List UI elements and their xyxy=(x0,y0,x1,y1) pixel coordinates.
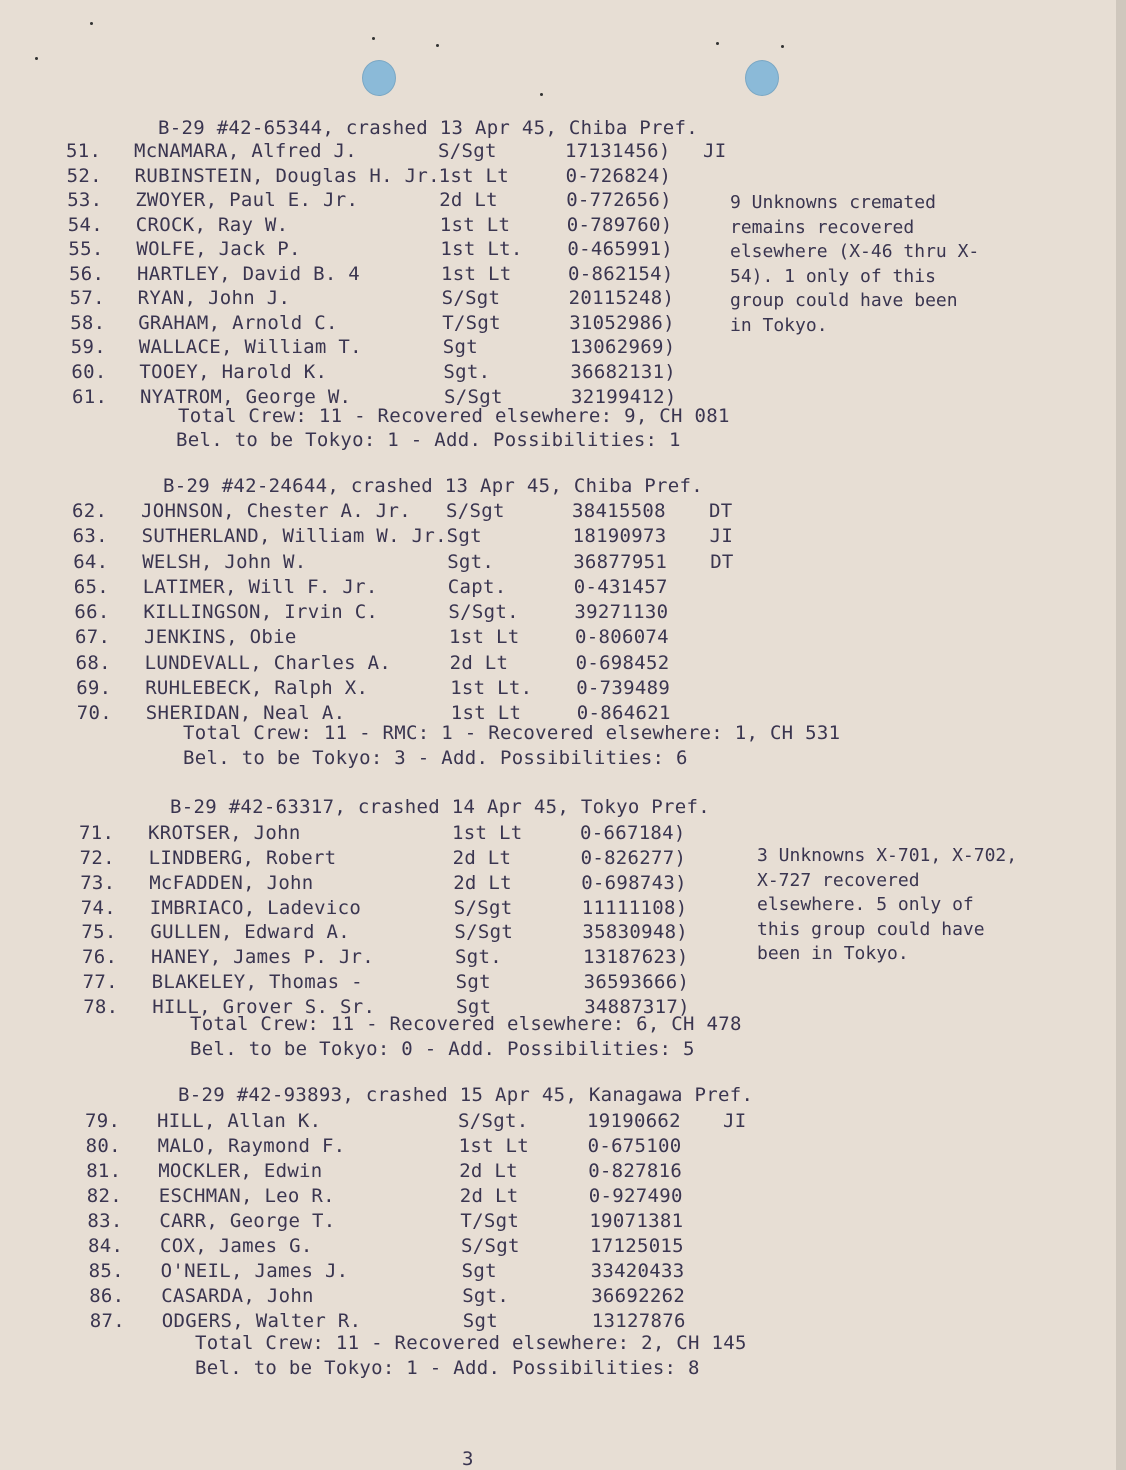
crew-serial: 36593666) xyxy=(583,971,690,994)
crew-name: MOCKLER, Edwin xyxy=(158,1160,323,1183)
row-number: 62. xyxy=(72,500,108,522)
crew-serial: 17131456) xyxy=(565,140,671,162)
crew-rank: 2d Lt xyxy=(439,189,498,212)
row-number: 64. xyxy=(73,550,109,573)
crew-serial: 0-431457 xyxy=(573,575,668,598)
crew-name: CASARDA, John xyxy=(161,1285,314,1308)
crew-name: McFADDEN, John xyxy=(149,871,314,894)
bel-to-be-tokyo: Bel. to be Tokyo: 0 - Add. Possibilities: 5 xyxy=(190,1038,695,1060)
crew-rank: S/Sgt. xyxy=(458,1110,529,1132)
crew-name: GRAHAM, Arnold C. xyxy=(138,311,338,334)
crew-serial: 35830948) xyxy=(582,921,689,944)
crew-serial: 31052986) xyxy=(569,311,675,334)
crew-name: NYATROM, George W. xyxy=(140,385,352,408)
crew-rank: S/Sgt xyxy=(461,1235,520,1258)
crew-rank: 2d Lt xyxy=(459,1160,518,1183)
crew-name: LUNDEVALL, Charles A. xyxy=(144,651,392,674)
total-crew: Total Crew: 11 - Recovered elsewhere: 6, CH 478 xyxy=(190,1013,742,1035)
crew-name: WELSH, John W. xyxy=(142,550,307,573)
speck xyxy=(35,57,38,60)
crew-name: JENKINS, Obie xyxy=(144,626,297,649)
crew-serial: 0-726824) xyxy=(565,164,672,187)
row-number: 82. xyxy=(86,1185,123,1208)
crew-name: ODGERS, Walter R. xyxy=(161,1310,362,1333)
crew-serial: 18190973 xyxy=(572,525,667,548)
crew-serial: 36682131) xyxy=(570,360,677,383)
punch-hole-right xyxy=(745,60,779,96)
crew-name: RUHLEBECK, Ralph X. xyxy=(145,676,369,699)
crew-serial: 0-927490 xyxy=(588,1185,683,1208)
row-number: 61. xyxy=(72,385,108,408)
row-number: 79. xyxy=(85,1110,121,1132)
crew-rank: 1st Lt. xyxy=(440,238,523,261)
crew-tag: JI xyxy=(709,525,734,548)
row-number: 53. xyxy=(67,189,103,212)
crew-serial: 0-675100 xyxy=(587,1135,682,1158)
crew-name: RUBINSTEIN, Douglas H. Jr. xyxy=(134,164,440,187)
row-number: 60. xyxy=(71,360,107,383)
row-number: 80. xyxy=(85,1135,121,1158)
crew-tag: DT xyxy=(709,500,733,522)
crew-serial: 0-864621 xyxy=(576,702,671,724)
crew-serial: 0-739489 xyxy=(576,676,671,699)
crew-name: HANEY, James P. Jr. xyxy=(151,946,375,969)
crew-name: GULLEN, Edward A. xyxy=(150,921,350,944)
crew-rank: Sgt. xyxy=(443,360,491,383)
row-number: 85. xyxy=(88,1260,124,1283)
record-note: 9 Unknowns cremated remains recovered elsewhere (X-46 thru X-54). 1 only of this group could have been in Tokyo. xyxy=(730,192,980,336)
crew-serial: 0-826277) xyxy=(580,846,687,869)
crew-rank: S/Sgt xyxy=(444,385,503,408)
crew-serial: 13187623) xyxy=(583,946,689,969)
crew-name: COX, James G. xyxy=(160,1235,313,1258)
record-note: 3 Unknowns X-701, X-702, X-727 recovered elsewhere. 5 only of this group could have been in Tokyo. xyxy=(757,845,1018,964)
row-number: 83. xyxy=(87,1210,123,1233)
crew-rank: 1st Lt xyxy=(439,213,511,236)
crew-serial: 0-789760) xyxy=(566,213,673,236)
crew-name: LINDBERG, Robert xyxy=(148,846,337,869)
row-number: 70. xyxy=(76,702,113,724)
crew-name: HILL, Allan K. xyxy=(157,1110,322,1132)
crew-name: JOHNSON, Chester A. Jr. xyxy=(141,500,411,522)
crew-serial: 0-862154) xyxy=(568,262,674,285)
crew-rank: 1st Lt xyxy=(438,164,510,187)
crew-rank: Sgt xyxy=(462,1310,499,1333)
crew-rank: 1st Lt xyxy=(458,1135,530,1158)
crew-rank: Sgt xyxy=(442,336,479,359)
crew-rank: T/Sgt xyxy=(460,1210,520,1233)
crew-name: SUTHERLAND, William W. Jr. xyxy=(141,525,447,548)
crew-serial: 0-698452 xyxy=(575,651,670,674)
row-number: 56. xyxy=(69,262,105,285)
punch-hole-left xyxy=(362,60,396,96)
crew-name: ESCHMAN, Leo R. xyxy=(158,1185,335,1208)
crew-rank: 1st Lt xyxy=(449,626,520,649)
crew-name: KROTSER, John xyxy=(148,822,301,844)
speck xyxy=(540,93,543,96)
record-header: B-29 #42-63317, crashed 14 Apr 45, Tokyo Pref. xyxy=(170,796,710,818)
row-number: 65. xyxy=(73,575,110,598)
crew-rank: Sgt. xyxy=(462,1285,510,1308)
row-number: 55. xyxy=(68,238,104,261)
crew-rank: 1st Lt xyxy=(441,262,512,285)
record-header: B-29 #42-65344, crashed 13 Apr 45, Chiba Pref. xyxy=(158,117,698,139)
speck xyxy=(781,45,784,48)
row-number: 86. xyxy=(89,1285,125,1308)
speck xyxy=(372,37,375,40)
crew-rank: S/Sgt xyxy=(441,287,501,310)
crew-serial: 11111108) xyxy=(581,896,688,919)
page-number: 3 xyxy=(462,1448,474,1470)
crew-tag: JI xyxy=(723,1110,747,1132)
crew-serial: 0-667184) xyxy=(580,822,686,844)
row-number: 66. xyxy=(74,601,110,623)
crew-rank: 1st Lt. xyxy=(450,676,533,699)
row-number: 68. xyxy=(75,651,111,674)
crew-rank: 2d Lt xyxy=(459,1185,519,1208)
crew-serial: 33420433 xyxy=(590,1260,685,1283)
crew-tag: DT xyxy=(710,550,734,573)
row-number: 76. xyxy=(82,946,118,969)
crew-rank: Sgt. xyxy=(455,946,502,969)
crew-name: WALLACE, William T. xyxy=(138,336,362,359)
crew-name: HILL, Grover S. Sr. xyxy=(152,995,376,1018)
row-number: 58. xyxy=(70,311,106,334)
crew-rank: 2d Lt xyxy=(452,846,512,869)
speck xyxy=(716,42,719,45)
crew-rank: Capt. xyxy=(447,575,507,598)
crew-rank: S/Sgt xyxy=(454,921,514,944)
row-number: 71. xyxy=(79,822,115,844)
bel-to-be-tokyo: Bel. to be Tokyo: 1 - Add. Possibilities: 1 xyxy=(176,429,681,451)
crew-name: O'NEIL, James J. xyxy=(160,1260,349,1283)
crew-serial: 13127876 xyxy=(591,1310,686,1333)
crew-serial: 19071381 xyxy=(589,1210,684,1233)
row-number: 81. xyxy=(86,1160,122,1183)
row-number: 59. xyxy=(70,336,107,359)
crew-rank: S/Sgt xyxy=(438,140,497,162)
crew-rank: S/Sgt xyxy=(446,500,505,522)
crew-name: SHERIDAN, Neal A. xyxy=(145,702,346,724)
speck xyxy=(90,22,93,25)
bel-to-be-tokyo: Bel. to be Tokyo: 3 - Add. Possibilities: 6 xyxy=(183,747,688,769)
row-number: 57. xyxy=(69,287,105,310)
crew-serial: 20115248) xyxy=(568,287,675,310)
crew-name: LATIMER, Will F. Jr. xyxy=(142,575,378,598)
crew-serial: 36877951 xyxy=(573,550,668,573)
crew-serial: 0-806074 xyxy=(575,626,669,649)
crew-rank: 1st Lt xyxy=(450,702,522,724)
crew-serial: 32199412) xyxy=(571,385,677,408)
row-number: 74. xyxy=(80,896,117,919)
crew-rank: S/Sgt xyxy=(453,896,513,919)
crew-serial: 0-827816 xyxy=(588,1160,683,1183)
crew-serial: 39271130 xyxy=(574,601,669,623)
crew-tag: JI xyxy=(703,140,727,162)
crew-name: ZWOYER, Paul E. Jr. xyxy=(135,189,359,212)
row-number: 77. xyxy=(82,971,118,994)
total-crew: Total Crew: 11 - Recovered elsewhere: 9, CH 081 xyxy=(178,405,730,427)
speck xyxy=(436,44,439,47)
crew-serial: 0-698743) xyxy=(581,871,687,894)
crew-name: RYAN, John J. xyxy=(137,287,291,310)
crew-rank: 1st Lt xyxy=(452,822,523,844)
row-number: 51. xyxy=(66,140,102,162)
crew-serial: 17125015 xyxy=(590,1235,684,1258)
crew-rank: 2d Lt xyxy=(449,651,509,674)
row-number: 72. xyxy=(79,846,115,869)
crew-name: McNAMARA, Alfred J. xyxy=(134,140,358,162)
row-number: 73. xyxy=(80,871,116,894)
crew-rank: T/Sgt xyxy=(442,311,501,334)
crew-serial: 0-465991) xyxy=(567,238,674,261)
row-number: 54. xyxy=(67,213,104,236)
row-number: 84. xyxy=(88,1235,124,1258)
row-number: 78. xyxy=(83,995,119,1018)
crew-name: MALO, Raymond F. xyxy=(157,1135,346,1158)
crew-rank: Sgt. xyxy=(447,550,495,573)
crew-name: WOLFE, Jack P. xyxy=(136,238,301,261)
crew-name: IMBRIACO, Ladevico xyxy=(149,896,362,919)
crew-serial: 13062969) xyxy=(569,336,676,359)
crew-name: HARTLEY, David B. 4 xyxy=(137,262,361,285)
crew-rank: 2d Lt xyxy=(453,871,512,894)
crew-serial: 0-772656) xyxy=(566,189,672,212)
crew-name: KILLINGSON, Irvin C. xyxy=(143,601,379,623)
bel-to-be-tokyo: Bel. to be Tokyo: 1 - Add. Possibilities: 8 xyxy=(195,1357,700,1379)
crew-name: BLAKELEY, Thomas - xyxy=(151,971,363,994)
crew-serial: 19190662 xyxy=(587,1110,681,1132)
row-number: 67. xyxy=(75,626,111,649)
crew-rank: S/Sgt. xyxy=(448,601,519,623)
record-header: B-29 #42-93893, crashed 15 Apr 45, Kanagawa Pref. xyxy=(178,1084,754,1106)
row-number: 63. xyxy=(72,525,108,548)
row-number: 69. xyxy=(76,676,112,699)
crew-name: CARR, George T. xyxy=(159,1210,336,1233)
crew-name: CROCK, Ray W. xyxy=(135,213,289,236)
total-crew: Total Crew: 11 - Recovered elsewhere: 2, CH 145 xyxy=(195,1332,747,1354)
crew-rank: Sgt xyxy=(446,525,482,548)
crew-rank: Sgt xyxy=(455,971,491,994)
crew-serial: 36692262 xyxy=(591,1285,686,1308)
crew-serial: 34887317) xyxy=(584,995,690,1018)
total-crew: Total Crew: 11 - RMC: 1 - Recovered elsewhere: 1, CH 531 xyxy=(183,722,841,744)
crew-rank: Sgt xyxy=(456,995,492,1018)
row-number: 75. xyxy=(81,921,117,944)
crew-rank: Sgt xyxy=(461,1260,497,1283)
row-number: 52. xyxy=(66,164,102,187)
row-number: 87. xyxy=(89,1310,126,1333)
record-header: B-29 #42-24644, crashed 13 Apr 45, Chiba Pref. xyxy=(163,475,703,497)
crew-serial: 38415508 xyxy=(572,500,666,522)
crew-name: TOOEY, Harold K. xyxy=(139,360,328,383)
